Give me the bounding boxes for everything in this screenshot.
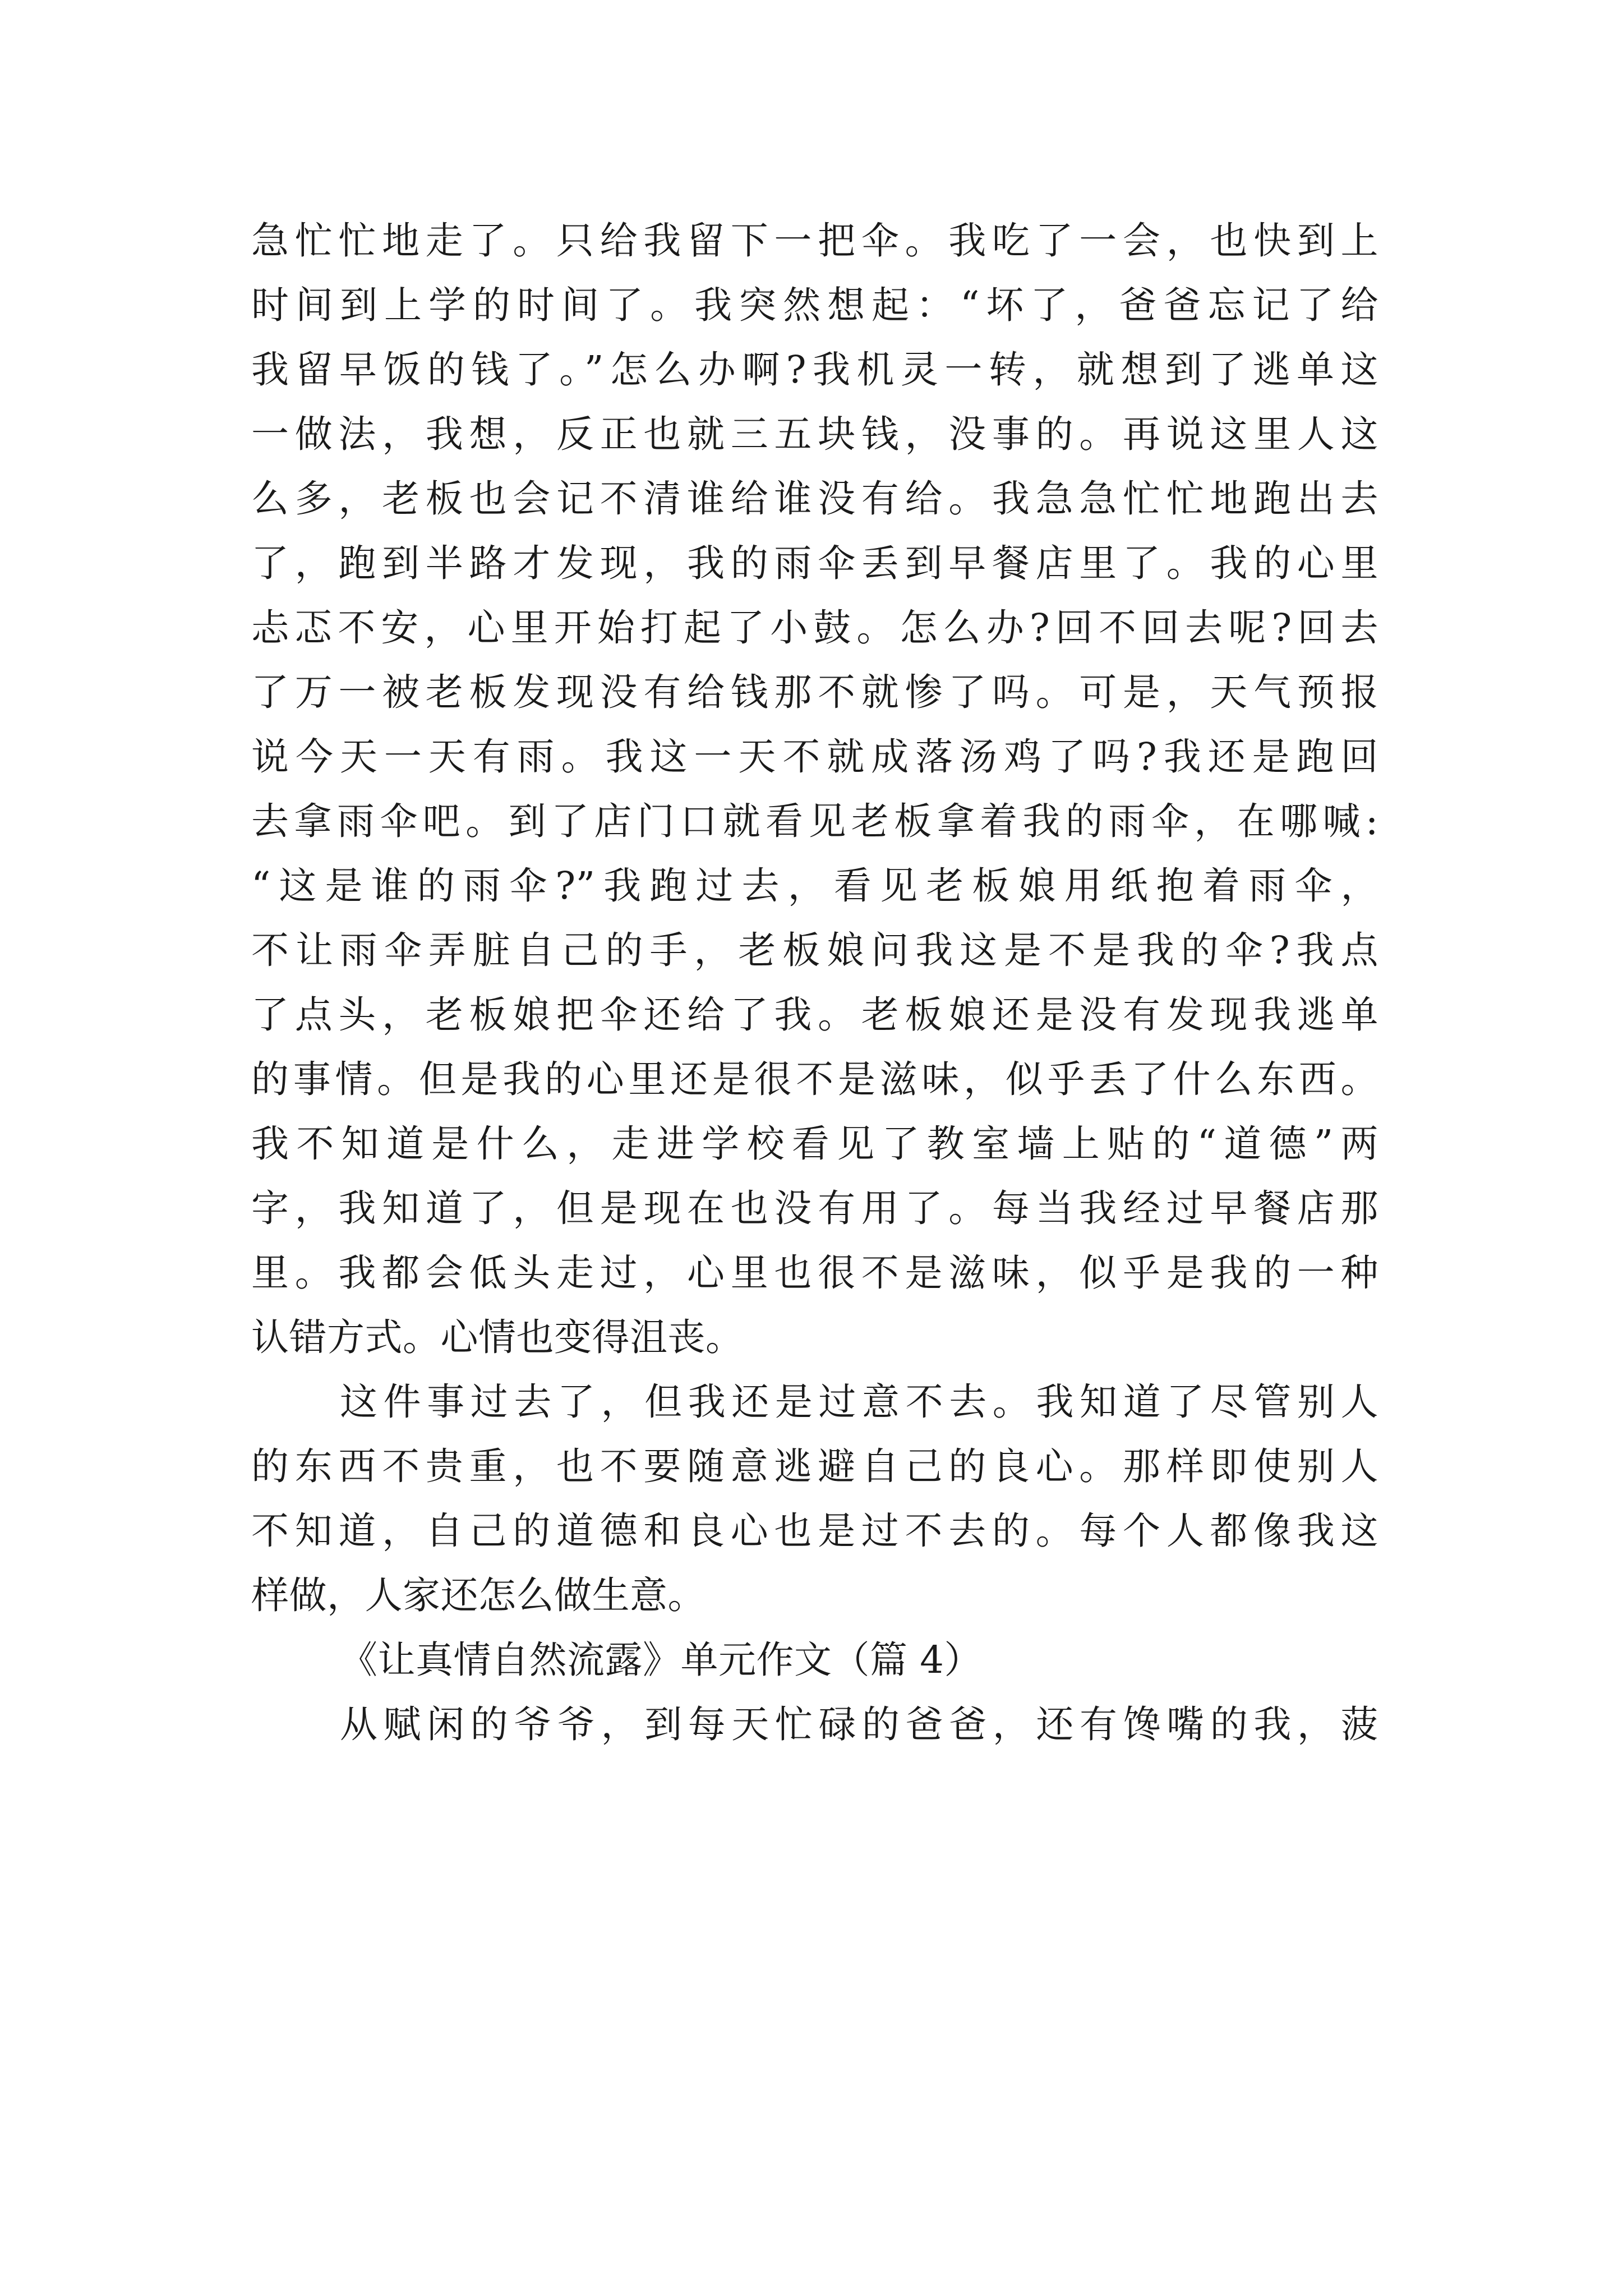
text-line: 我留早饭的钱了。”怎么办啊?我机灵一转，就想到了逃单这	[251, 348, 1378, 392]
text-line: “这是谁的雨伞?”我跑过去，看见老板娘用纸抱着雨伞，	[251, 864, 1378, 908]
paragraph-2	[251, 1370, 1378, 1628]
text-line: 不知道，自己的道德和良心也是过不去的。每个人都像我这	[251, 1509, 1378, 1553]
text-line: 一做法，我想，反正也就三五块钱，没事的。再说这里人这	[251, 412, 1378, 456]
text-line: 认错方式。心情也变得沮丧。	[251, 1315, 744, 1359]
section-heading: 《让真情自然流露》单元作文（篇 4）	[340, 1638, 982, 1682]
text-line: 了，跑到半路才发现，我的雨伞丢到早餐店里了。我的心里	[251, 541, 1378, 585]
text-line: 么多，老板也会记不清谁给谁没有给。我急急忙忙地跑出去	[251, 477, 1378, 521]
text-line: 忐忑不安，心里开始打起了小鼓。怎么办?回不回去呢?回去	[251, 606, 1378, 650]
text-line: 从赋闲的爷爷，到每天忙碌的爸爸，还有馋嘴的我，菠	[340, 1703, 1378, 1746]
text-line: 这件事过去了，但我还是过意不去。我知道了尽管别人	[340, 1380, 1378, 1424]
text-line: 急忙忙地走了。只给我留下一把伞。我吃了一会，也快到上	[251, 219, 1378, 263]
text-line: 样做，人家还怎么做生意。	[251, 1573, 706, 1617]
text-line: 的东西不贵重，也不要随意逃避自己的良心。那样即使别人	[251, 1444, 1378, 1488]
text-line: 说今天一天有雨。我这一天不就成落汤鸡了吗?我还是跑回	[251, 735, 1378, 779]
text-line: 时间到上学的时间了。我突然想起：“坏了，爸爸忘记了给	[251, 283, 1378, 327]
text-line: 字，我知道了，但是现在也没有用了。每当我经过早餐店那	[251, 1186, 1378, 1230]
document-body	[251, 209, 1378, 1757]
text-line: 的事情。但是我的心里还是很不是滋味，似乎丢了什么东西。	[251, 1057, 1378, 1101]
text-line: 里。我都会低头走过，心里也很不是滋味，似乎是我的一种	[251, 1251, 1378, 1295]
text-line: 我不知道是什么，走进学校看见了教室墙上贴的“道德”两	[251, 1122, 1378, 1166]
paragraph-1	[251, 209, 1378, 1370]
text-line: 了点头，老板娘把伞还给了我。老板娘还是没有发现我逃单	[251, 993, 1378, 1037]
text-line: 了万一被老板发现没有给钱那不就惨了吗。可是，天气预报	[251, 670, 1378, 714]
text-line: 去拿雨伞吧。到了店门口就看见老板拿着我的雨伞，在哪喊:	[251, 799, 1378, 843]
text-line: 不让雨伞弄脏自己的手，老板娘问我这是不是我的伞?我点	[251, 928, 1378, 972]
